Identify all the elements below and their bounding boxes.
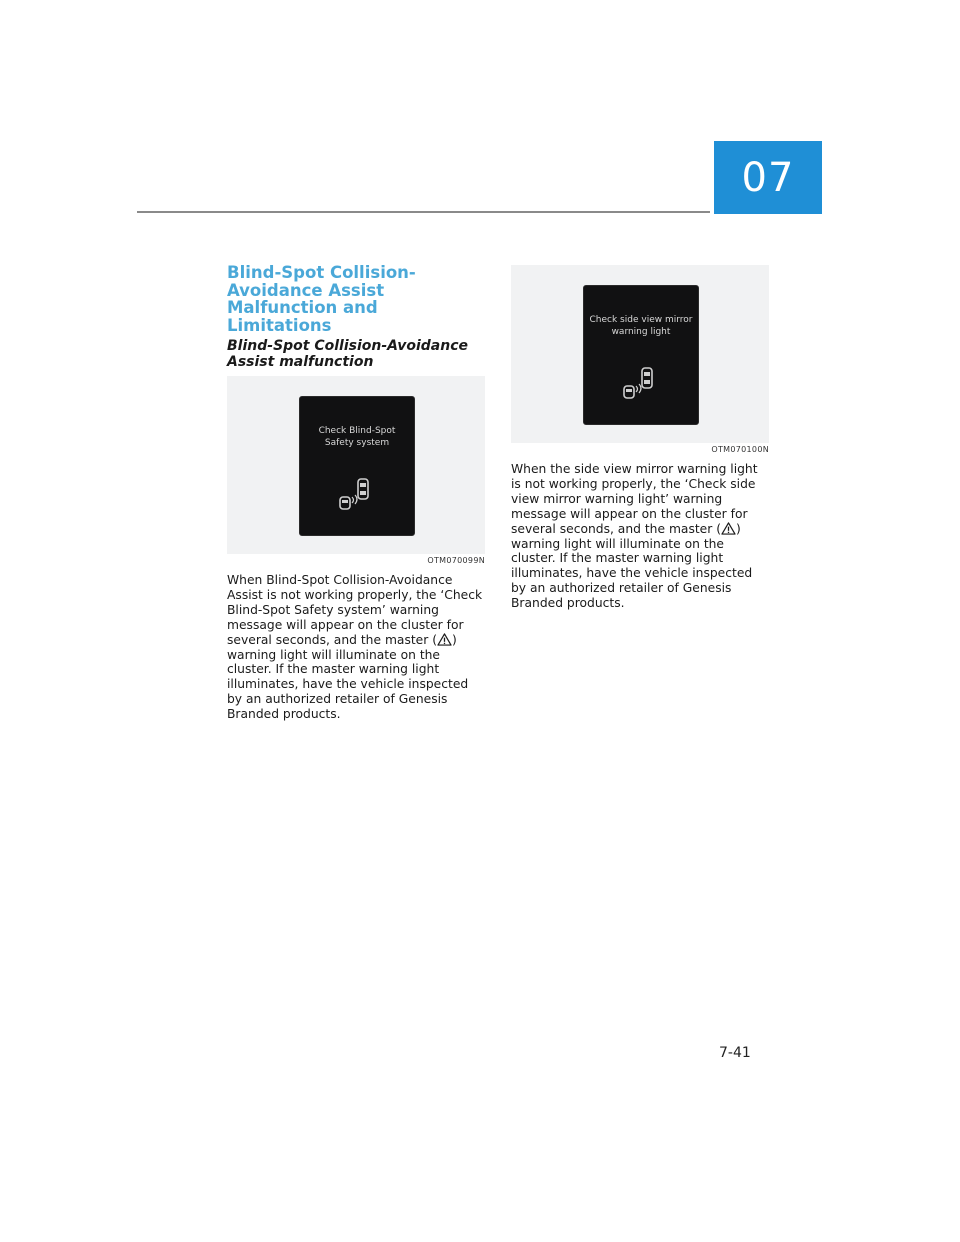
body-text-part2: ) warning light will illuminate on the cluster. If the master warning light illuminates, have the vehicle inspected by an authorized retailer of Genesis Branded products. (227, 632, 469, 722)
chapter-number: 07 (741, 154, 795, 201)
page-number: 7-41 (719, 1045, 751, 1061)
sub-section-title: Blind-Spot Collision-Avoidance Assist malfunction (227, 338, 469, 370)
body-paragraph (511, 462, 769, 611)
right-column (511, 265, 769, 611)
body-text-part2: ) warning light will illuminate on the cluster. If the master warning light illuminates, have the vehicle inspected by an authorized retailer of Genesis Branded products. (511, 521, 753, 611)
chapter-tab (714, 141, 822, 214)
cluster-message-line1: Check side view mirror (589, 315, 693, 325)
blind-spot-cars-icon (336, 477, 380, 513)
cluster-screen (583, 285, 699, 425)
figure-bsca-warning (227, 376, 485, 554)
figure-code: OTM070100N (711, 445, 769, 454)
cluster-message (300, 425, 414, 449)
master-warning-icon (721, 522, 736, 535)
figure-mirror-warning (511, 265, 769, 443)
cluster-screen (299, 396, 415, 536)
blind-spot-cars-icon (620, 366, 664, 402)
body-text-part1: When the side view mirror warning light is not working properly, the ‘Check side view mirror warning light’ warning message will appear on the cluster for several seconds, and the master ( (511, 462, 758, 536)
section-title: Blind-Spot Collision-Avoidance Assist Malfunction and Limitations (227, 263, 416, 335)
header-rule (137, 211, 710, 213)
body-paragraph (227, 573, 485, 722)
cluster-message-line1: Check Blind-Spot (318, 426, 396, 436)
cluster-message-line2: warning light (611, 327, 671, 337)
figure-code: OTM070099N (427, 556, 485, 565)
cluster-message-line2: Safety system (324, 438, 390, 448)
master-warning-icon (437, 633, 452, 646)
left-column (227, 264, 485, 722)
body-text-part1: When Blind-Spot Collision-Avoidance Assist is not working properly, the ‘Check Blind-Spot Safety system’ warning message will appear on the cluster for several seconds, and the master ( (227, 573, 483, 647)
cluster-message (584, 314, 698, 338)
